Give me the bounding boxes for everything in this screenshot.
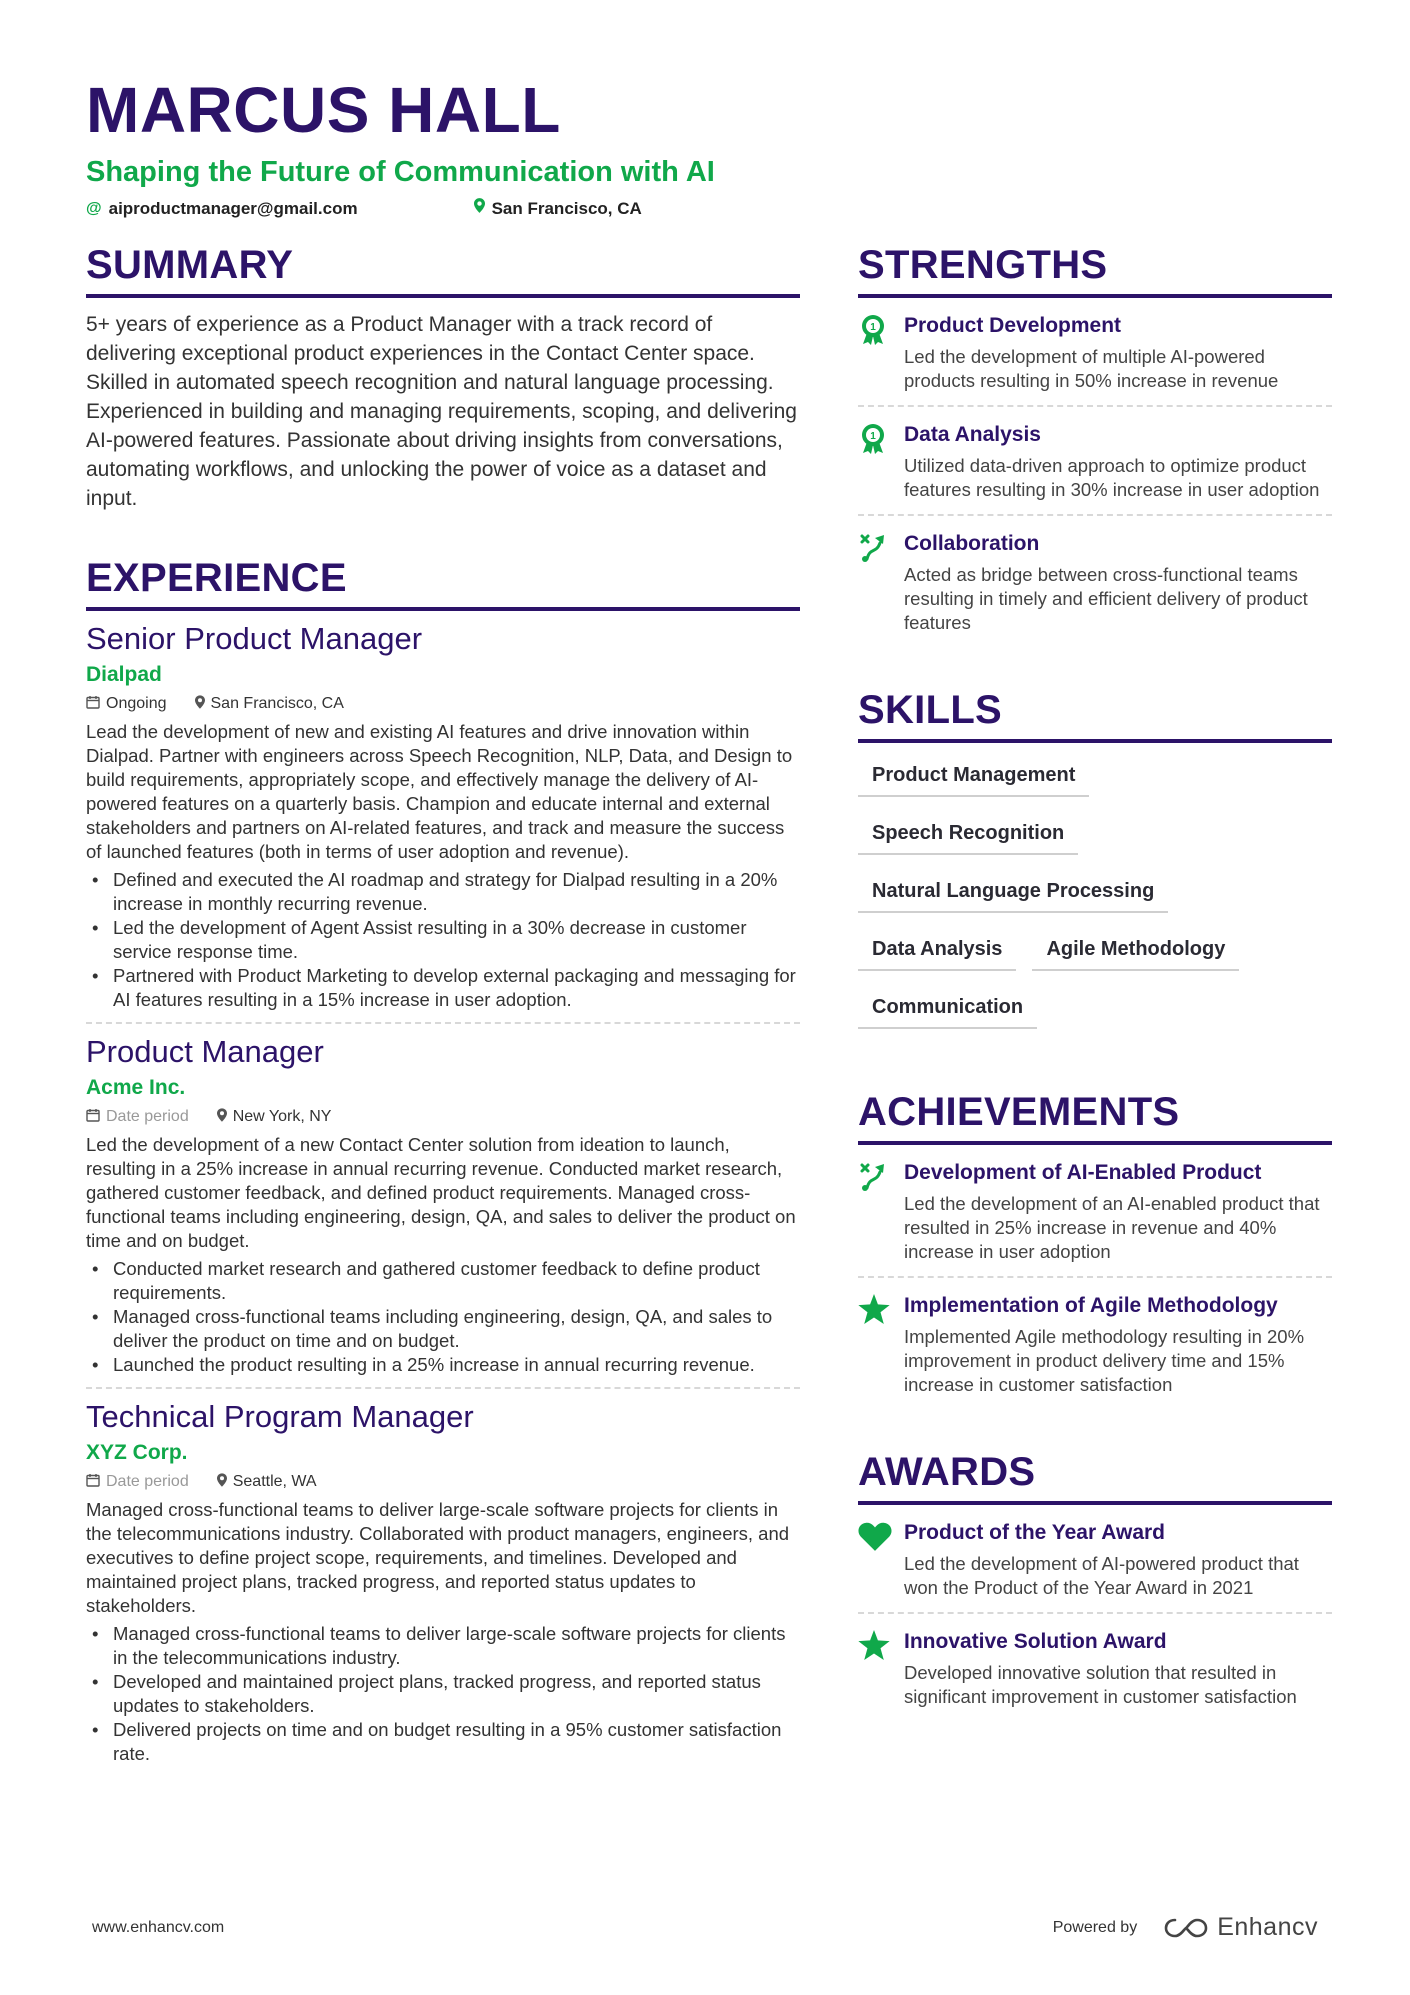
- job-title: Technical Program Manager: [86, 1399, 474, 1434]
- achievement-body: [904, 1159, 1332, 1264]
- award-body: [904, 1519, 1332, 1600]
- job-description: Lead the development of new and existing AI features and drive innovation within Dialpad. Partner with engineers across Speech Recognition, NLP, Data, and Design to build requirements, appropriately scope, and effectively manage the delivery of AI-powered features on a quarterly basis. Champion and educate internal and external stakeholders and partners on AI-related features, and track and measure the success of launched features (both in terms of user adoption and revenue).: [86, 721, 793, 862]
- achievement-title: Implementation of Agile Methodology: [904, 1294, 1278, 1317]
- strength-body: [904, 530, 1332, 635]
- job-bullet: • Defined and executed the AI roadmap and strategy for Dialpad resulting in a 20% increase in monthly recurring revenue.: [86, 868, 800, 916]
- calendar-icon: [86, 1107, 100, 1127]
- svg-text:1: 1: [870, 322, 876, 333]
- location-pin-icon: [217, 1107, 227, 1127]
- contact-email[interactable]: [86, 198, 358, 220]
- job-bullet: • Managed cross-functional teams to deliver large-scale software projects for clients in the telecommunications industry.: [86, 1622, 800, 1670]
- achievements-heading: ACHIEVEMENTS: [858, 1087, 1332, 1145]
- skill-tag: Natural Language Processing: [858, 873, 1168, 913]
- experience-heading: EXPERIENCE: [86, 553, 800, 611]
- strengths-heading: STRENGTHS: [858, 240, 1332, 298]
- email-text: aiproductmanager@gmail.com: [108, 199, 358, 218]
- job-location: [195, 694, 344, 714]
- job-meta: [86, 1107, 800, 1127]
- job-title: Senior Product Manager: [86, 621, 423, 656]
- job-bullet: • Delivered projects on time and on budget resulting in a 95% customer satisfaction rate.: [86, 1718, 800, 1766]
- job-description: Managed cross-functional teams to deliver large-scale software projects for clients in the telecommunications industry. Collaborated with product managers, engineers, and executives to define project scope, requirements, and timelines. Developed and maintained project plans, tracked progress, and reported status updates to stakeholders.: [86, 1499, 790, 1616]
- job-bullet: • Launched the product resulting in a 25% increase in annual recurring revenue.: [86, 1353, 800, 1377]
- calendar-icon: [86, 1472, 100, 1492]
- summary-text: 5+ years of experience as a Product Manager with a track record of delivering exceptional product experiences in the Contact Center space. Skilled in automated speech recognition and natural language processing. Experienced in building and managing requirements, scoping, and delivering AI-powered features. Passionate about driving insights from conversations, automating workflows, and unlocking the power of voice as a dataset and input.: [86, 313, 797, 510]
- location-pin-icon: [474, 198, 485, 220]
- job-location-text: San Francisco, CA: [210, 695, 344, 712]
- location-pin-icon: [195, 694, 205, 714]
- job-period: [86, 1472, 189, 1492]
- job-period: [86, 1107, 189, 1127]
- calendar-icon: [86, 694, 100, 714]
- job-period: [86, 694, 167, 714]
- skills-heading: SKILLS: [858, 685, 1332, 743]
- job-company: XYZ Corp.: [86, 1441, 188, 1464]
- job-company: Acme Inc.: [86, 1076, 186, 1099]
- skill-tag: Agile Methodology: [1032, 931, 1239, 971]
- strength-title: Collaboration: [904, 532, 1040, 555]
- awards-heading: AWARDS: [858, 1447, 1332, 1505]
- star-icon: [858, 1628, 904, 1709]
- job-title: Product Manager: [86, 1034, 324, 1069]
- job-period-text: Date period: [106, 1473, 189, 1490]
- skill-tag: Data Analysis: [858, 931, 1016, 971]
- award-ribbon-icon: [858, 312, 904, 393]
- job-bullets: [86, 1257, 800, 1377]
- footer-url-link[interactable]: www.enhancv.com: [92, 1918, 225, 1936]
- job-bullet: • Managed cross-functional teams including engineering, design, QA, and sales to deliver the product on time and on budget.: [86, 1305, 800, 1353]
- award-text: Led the development of AI-powered product that won the Product of the Year Award in 2021: [904, 1553, 1299, 1598]
- strength-item: [858, 407, 1332, 516]
- achievement-title: Development of AI-Enabled Product: [904, 1161, 1262, 1184]
- award-item: [858, 1614, 1332, 1721]
- job-description: Led the development of a new Contact Center solution from ideation to launch, resulting in a 25% increase in annual recurring revenue. Conducted market research, gathered customer feedback, and defined product requirements. Managed cross-functional teams including engineering, design, QA, and sales to deliver the product on time and on budget.: [86, 1134, 796, 1251]
- job-bullets: [86, 868, 800, 1012]
- brand-name: Enhancv: [1217, 1913, 1318, 1941]
- spacer: [858, 647, 1332, 685]
- skill-tag: Speech Recognition: [858, 815, 1078, 855]
- infinity-logo-icon: [1163, 1917, 1209, 1939]
- contact-info: [86, 198, 1326, 220]
- achievement-text: Led the development of an AI-enabled product that resulted in 25% increase in revenue and 40% increase in user adoption: [904, 1193, 1320, 1262]
- job-bullet: • Led the development of Agent Assist resulting in a 30% decrease in customer service response time.: [86, 916, 800, 964]
- strength-item: [858, 298, 1332, 407]
- award-title: Innovative Solution Award: [904, 1630, 1167, 1653]
- strength-title: Data Analysis: [904, 423, 1041, 446]
- path-route-icon: [858, 1159, 904, 1264]
- strength-title: Product Development: [904, 314, 1122, 337]
- candidate-name: MARCUS HALL: [86, 74, 561, 146]
- star-icon: [858, 1292, 904, 1397]
- job-bullets: [86, 1622, 800, 1766]
- achievement-item: [858, 1278, 1332, 1409]
- award-item: [858, 1505, 1332, 1614]
- path-route-icon: [858, 530, 904, 635]
- job-bullet: • Developed and maintained project plans, tracked progress, and reported status updates to stakeholders.: [86, 1670, 800, 1718]
- strength-text: Led the development of multiple AI-powered products resulting in 50% increase in revenue: [904, 346, 1279, 391]
- strength-text: Acted as bridge between cross-functional teams resulting in timely and efficient delivery of product features: [904, 564, 1308, 633]
- job-location-text: Seattle, WA: [232, 1473, 317, 1490]
- award-text: Developed innovative solution that resulted in significant improvement in customer satisfaction: [904, 1662, 1297, 1707]
- skills-list: [858, 757, 1332, 1047]
- powered-by-label: Powered by: [1052, 1918, 1138, 1936]
- resume-header: [86, 72, 1326, 220]
- candidate-tagline: Shaping the Future of Communication with AI: [86, 156, 715, 188]
- award-ribbon-icon: [858, 421, 904, 502]
- award-body: [904, 1628, 1332, 1709]
- contact-location: [474, 198, 642, 220]
- strength-text: Utilized data-driven approach to optimize product features resulting in 30% increase in user adoption: [904, 455, 1320, 500]
- at-sign-icon: @: [86, 200, 102, 217]
- location-pin-icon: [217, 1472, 227, 1492]
- achievement-body: [904, 1292, 1332, 1397]
- svg-text:1: 1: [870, 431, 876, 442]
- achievement-text: Implemented Agile methodology resulting in 20% improvement in product delivery time and 15% increase in customer satisfaction: [904, 1326, 1305, 1395]
- job-bullet: • Partnered with Product Marketing to develop external packaging and messaging for AI features resulting in a 15% increase in user adoption.: [86, 964, 800, 1012]
- job-entry: [86, 1389, 800, 1766]
- job-meta: [86, 694, 800, 714]
- job-location: [217, 1107, 332, 1127]
- enhancv-logo[interactable]: [1163, 1913, 1318, 1942]
- summary-heading: SUMMARY: [86, 240, 800, 298]
- skill-tag: Product Management: [858, 757, 1089, 797]
- strength-item: [858, 516, 1332, 647]
- job-location: [217, 1472, 317, 1492]
- footer-brand: [1053, 1913, 1318, 1942]
- job-entry: [86, 1024, 800, 1389]
- achievement-item: [858, 1145, 1332, 1278]
- location-text: San Francisco, CA: [491, 199, 642, 218]
- job-period-text: Ongoing: [106, 695, 167, 712]
- job-company: Dialpad: [86, 663, 162, 686]
- strength-body: [904, 312, 1332, 393]
- heart-icon: [858, 1519, 904, 1600]
- page-footer: [92, 1913, 1318, 1942]
- spacer: [858, 1409, 1332, 1447]
- job-period-text: Date period: [106, 1108, 189, 1125]
- skill-tag: Communication: [858, 989, 1037, 1029]
- left-column: [86, 240, 800, 1766]
- job-bullet: • Conducted market research and gathered customer feedback to define product requirements.: [86, 1257, 800, 1305]
- job-location-text: New York, NY: [232, 1108, 332, 1125]
- right-column: [858, 240, 1332, 1721]
- strength-body: [904, 421, 1332, 502]
- award-title: Product of the Year Award: [904, 1521, 1166, 1544]
- job-meta: [86, 1472, 800, 1492]
- job-entry: [86, 611, 800, 1024]
